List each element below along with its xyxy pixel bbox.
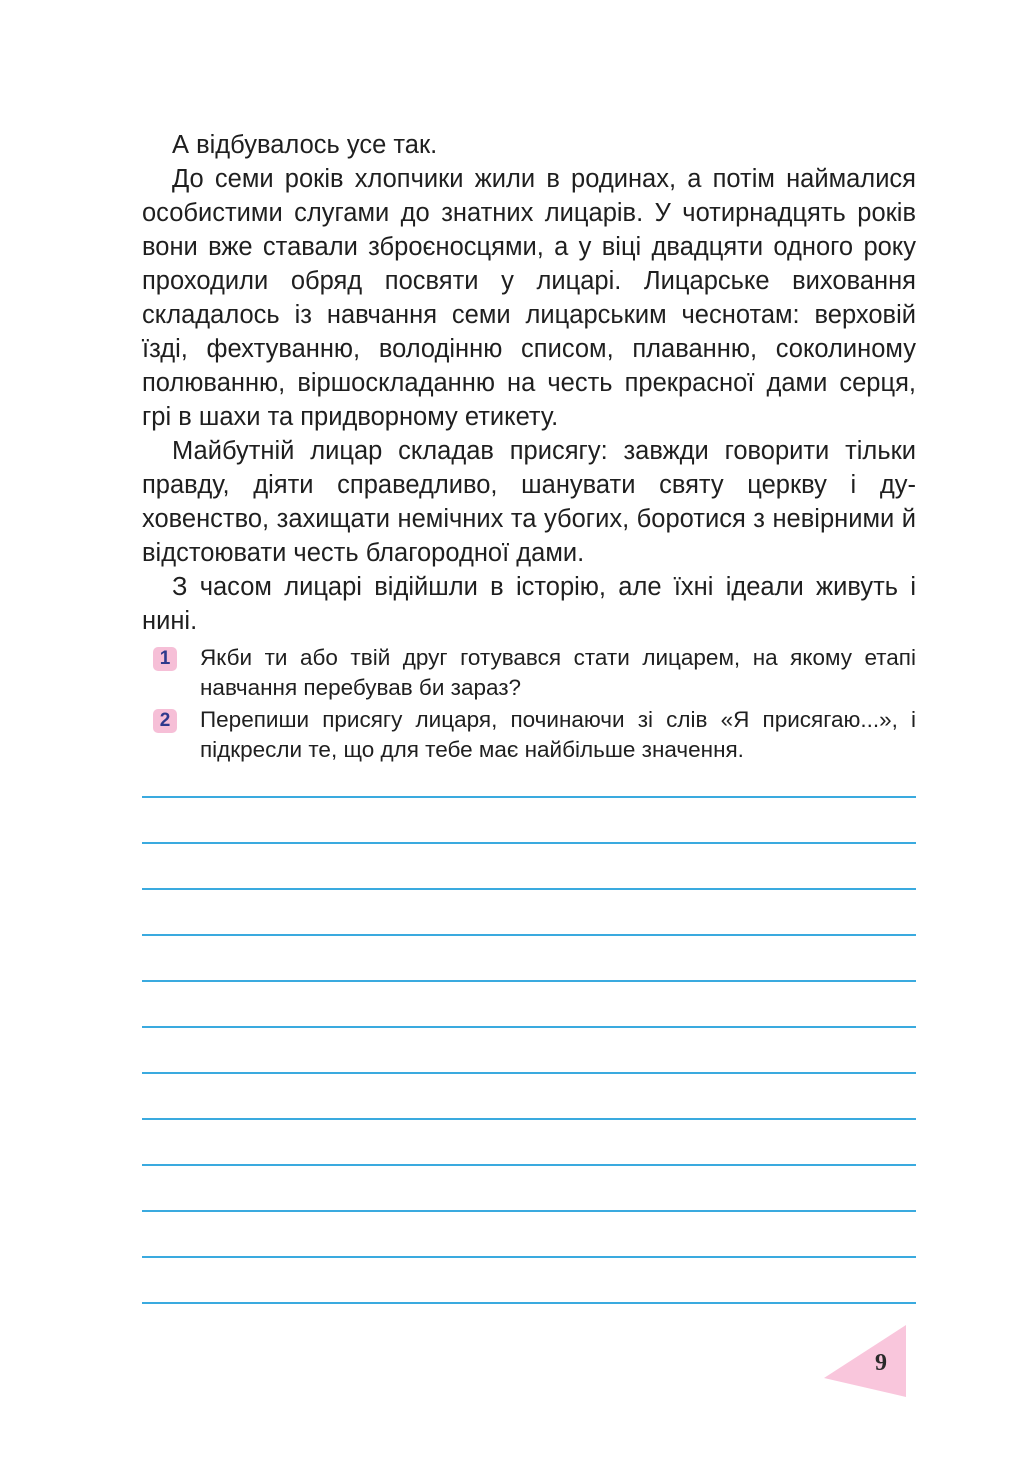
writing-line[interactable] <box>142 934 916 936</box>
writing-line[interactable] <box>142 842 916 844</box>
task-number-badge: 1 <box>153 647 177 671</box>
paragraph: До семи років хлопчики жили в родинах, а потім наймалися особистими слугами до знатних лицарів. У чотирнадцять років вони вже ставали зброєносцями, а у віці двадцяти одного року проходили обряд посвяти у лицарі. Лицарське виховання складалось із навчання семи лицарським чеснотам: верховій їзді, фехтуванню, володінню списом, плаванню, соколиному полюванню, віршоскладанню на честь прекрасної дами серця, грі в шахи та придворному етикету. <box>142 165 916 431</box>
writing-line[interactable] <box>142 796 916 798</box>
writing-line[interactable] <box>142 1118 916 1120</box>
writing-line[interactable] <box>142 1164 916 1166</box>
paragraph: Майбутній лицар складав присягу: завжди говорити тільки правду, діяти справедливо, шанувати святу церкву і духовенство, захищати немічних та убогих, боротися з невірними й відстоювати честь благородної дами. <box>142 437 916 567</box>
page-number: 9 <box>875 1350 887 1376</box>
writing-line[interactable] <box>142 1026 916 1028</box>
writing-line[interactable] <box>142 1072 916 1074</box>
paragraph: З часом лицарі відійшли в історію, але їхні ідеали живуть і нині. <box>142 573 916 635</box>
writing-line[interactable] <box>142 1210 916 1212</box>
paragraph: А відбувалось усе так. <box>172 131 438 159</box>
task-text: Перепиши присягу лицаря, починаючи зі слів «Я присягаю...», і підкресли те, що для тебе має найбільше значення. <box>200 707 916 762</box>
writing-line[interactable] <box>142 1256 916 1258</box>
task-item <box>159 705 916 765</box>
reading-text <box>142 128 916 638</box>
task-item <box>159 643 916 703</box>
task-text: Якби ти або твій друг готувався стати лицарем, на якому етапі навчання перебував би зараз? <box>200 645 916 700</box>
task-number-badge: 2 <box>153 709 177 733</box>
task-list <box>142 643 916 765</box>
writing-line[interactable] <box>142 888 916 890</box>
writing-line[interactable] <box>142 1302 916 1304</box>
writing-lines[interactable] <box>142 796 916 1348</box>
writing-line[interactable] <box>142 980 916 982</box>
